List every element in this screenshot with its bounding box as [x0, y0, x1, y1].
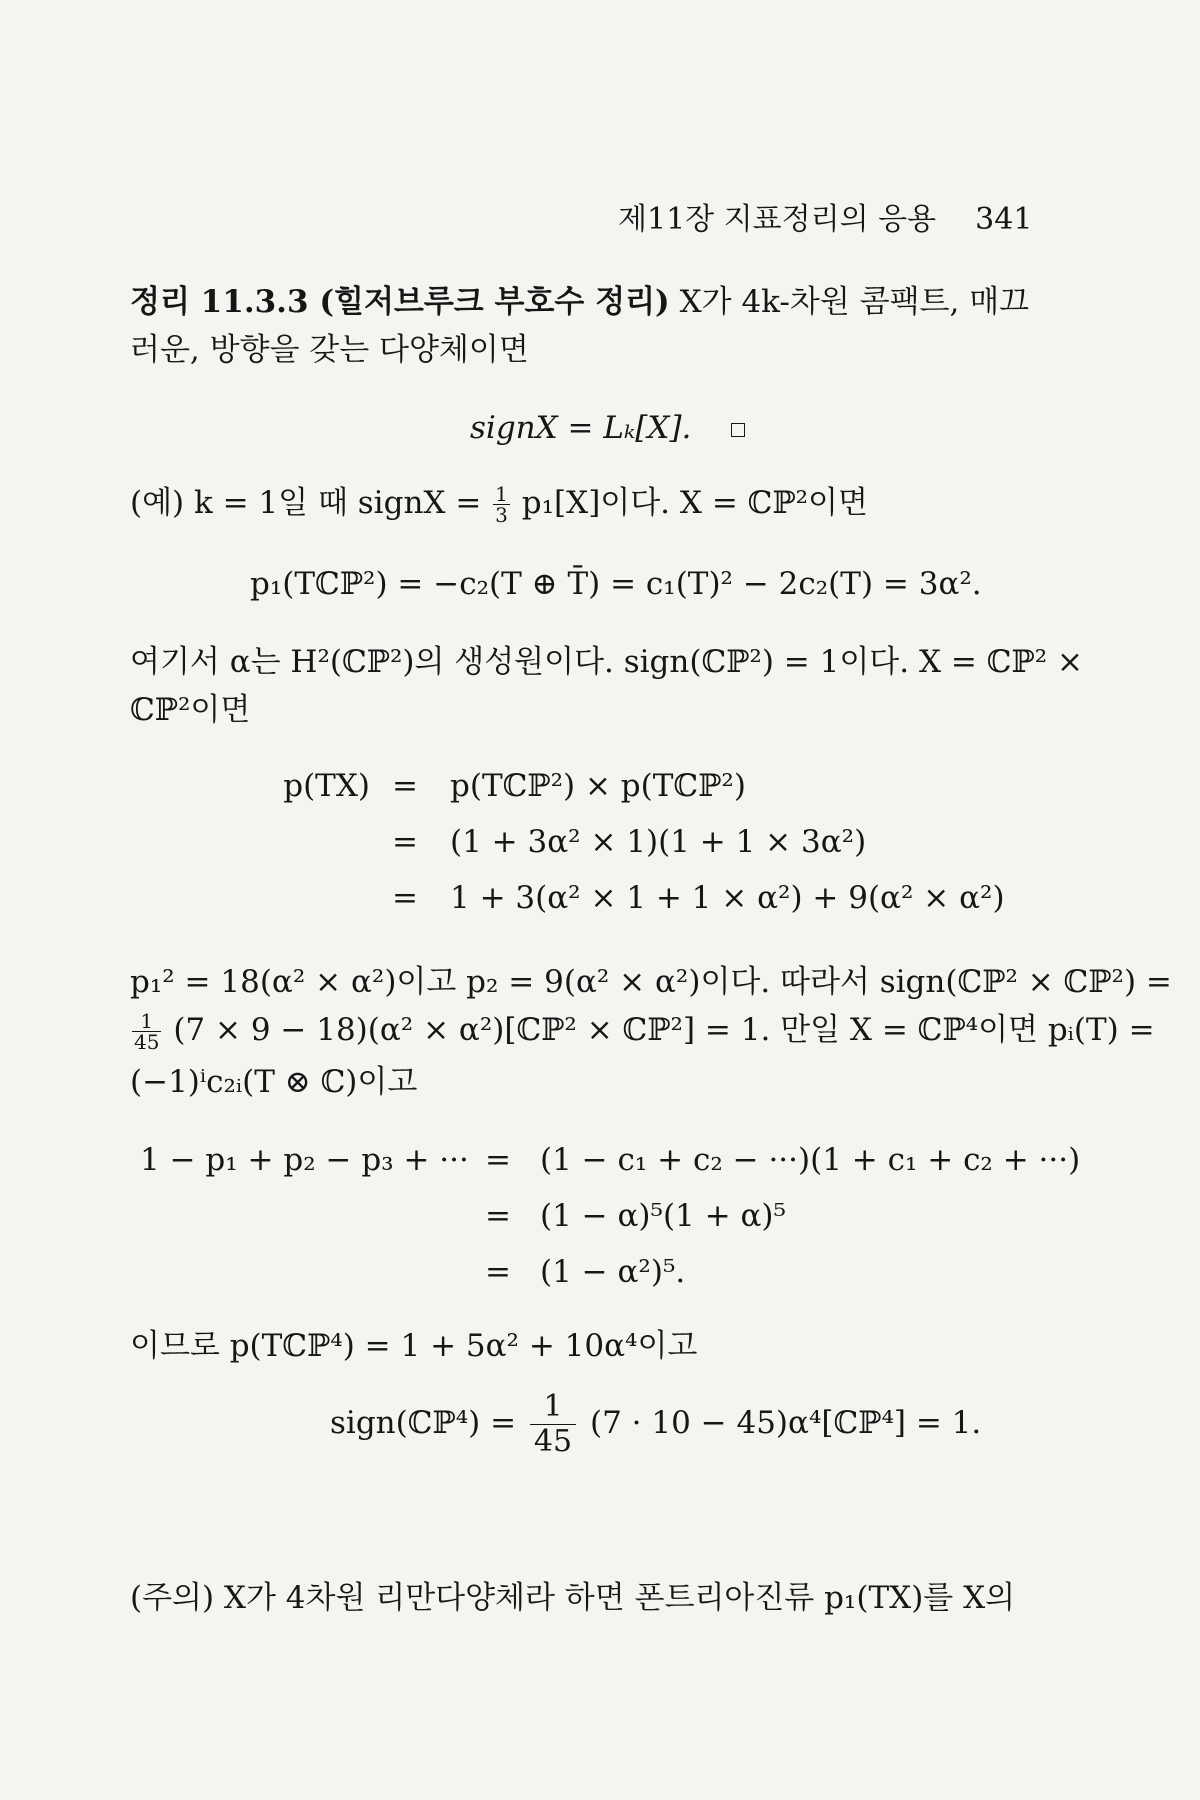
array2-eq-3: = [485, 1254, 511, 1290]
array1-eq-1: = [392, 768, 418, 804]
formula-sign-cp4-lhs: sign(ℂℙ⁴) = [330, 1405, 526, 1441]
array2-row-3: (1 − α²)⁵. [540, 1254, 686, 1290]
example-line-7: 이므로 p(Tℂℙ⁴) = 1 + 5α² + 10α⁴이고 [130, 1328, 698, 1364]
array1-row-1: p(Tℂℙ²) × p(Tℂℙ²) [450, 768, 746, 804]
example-line-1-start: (예) k = 1일 때 signX = [130, 485, 492, 521]
theorem-line-1 [130, 282, 1029, 322]
array1-eq-2: = [392, 824, 418, 860]
formula-sign-cp4-rhs: (7 · 10 − 45)α⁴[ℂℙ⁴] = 1. [589, 1405, 982, 1441]
theorem-label: 정리 11.3.3 (힐저브루크 부호수 정리) [130, 284, 670, 320]
formula-sign-cp4 [330, 1390, 981, 1459]
array2-row-1: (1 − c₁ + c₂ − ···)(1 + c₁ + c₂ + ···) [540, 1142, 1081, 1178]
array1-row-2: (1 + 3α² × 1)(1 + 1 × 3α²) [450, 824, 867, 860]
array1-row-3: 1 + 3(α² × 1 + 1 × α²) + 9(α² × α²) [450, 880, 1005, 916]
array2-eq-1: = [485, 1142, 511, 1178]
theorem-formula [470, 408, 745, 448]
example-line-3: ℂℙ²이면 [130, 692, 251, 728]
remark-line: (주의) X가 4차원 리만다양체라 하면 폰트리아진류 p₁(TX)를 X의 [130, 1580, 1016, 1616]
example-line-1-end: p₁[X]이다. X = ℂℙ²이면 [521, 485, 868, 521]
page-header [618, 200, 1032, 240]
fraction-denominator: 45 [533, 1424, 573, 1459]
fraction-numerator: 1 [495, 482, 508, 506]
array1-eq-3: = [392, 880, 418, 916]
array2-lhs: 1 − p₁ + p₂ − p₃ + ··· [140, 1142, 469, 1178]
array1-lhs: p(TX) [283, 768, 370, 804]
chapter-title: 제11장 지표정리의 응용 [618, 202, 937, 237]
fraction-one-45th [132, 1011, 161, 1052]
example-line-2: 여기서 α는 H²(ℂℙ²)의 생성원이다. sign(ℂℙ²) = 1이다. X = ℂℙ² × [130, 644, 1083, 680]
fraction-denominator: 45 [134, 1030, 160, 1054]
fraction-denominator: 3 [495, 503, 508, 527]
example-line-5-text: (7 × 9 − 18)(α² × α²)[ℂℙ² × ℂℙ²] = 1. 만일 X = ℂℙ⁴이면 pᵢ(T) = [173, 1012, 1155, 1048]
qed-box-icon [731, 423, 745, 437]
fraction-one-45th-display [530, 1390, 576, 1459]
example-line-4: p₁² = 18(α² × α²)이고 p₂ = 9(α² × α²)이다. 따라서 sign(ℂℙ² × ℂℙ²) = [130, 964, 1172, 1000]
array2-eq-2: = [485, 1198, 511, 1234]
fraction-numerator: 1 [530, 1390, 576, 1425]
array2-row-2: (1 − α)⁵(1 + α)⁵ [540, 1198, 786, 1234]
theorem-formula-text: signX = Lₖ[X]. [470, 410, 692, 446]
example-line-1 [130, 483, 868, 525]
theorem-text: X가 4k-차원 콤팩트, 매끄 [679, 284, 1030, 320]
example-line-5 [130, 1010, 1155, 1052]
fraction-one-third [493, 484, 510, 525]
fraction-numerator: 1 [132, 1011, 161, 1032]
formula-pontryagin-cp2: p₁(Tℂℙ²) = −c₂(T ⊕ T̄) = c₁(T)² − 2c₂(T) = 3α². [250, 566, 982, 602]
page-number: 341 [975, 202, 1033, 237]
example-line-6: (−1)ⁱc₂ᵢ(T ⊗ ℂ)이고 [130, 1064, 418, 1100]
theorem-line-2: 러운, 방향을 갖는 다양체이면 [130, 332, 529, 368]
